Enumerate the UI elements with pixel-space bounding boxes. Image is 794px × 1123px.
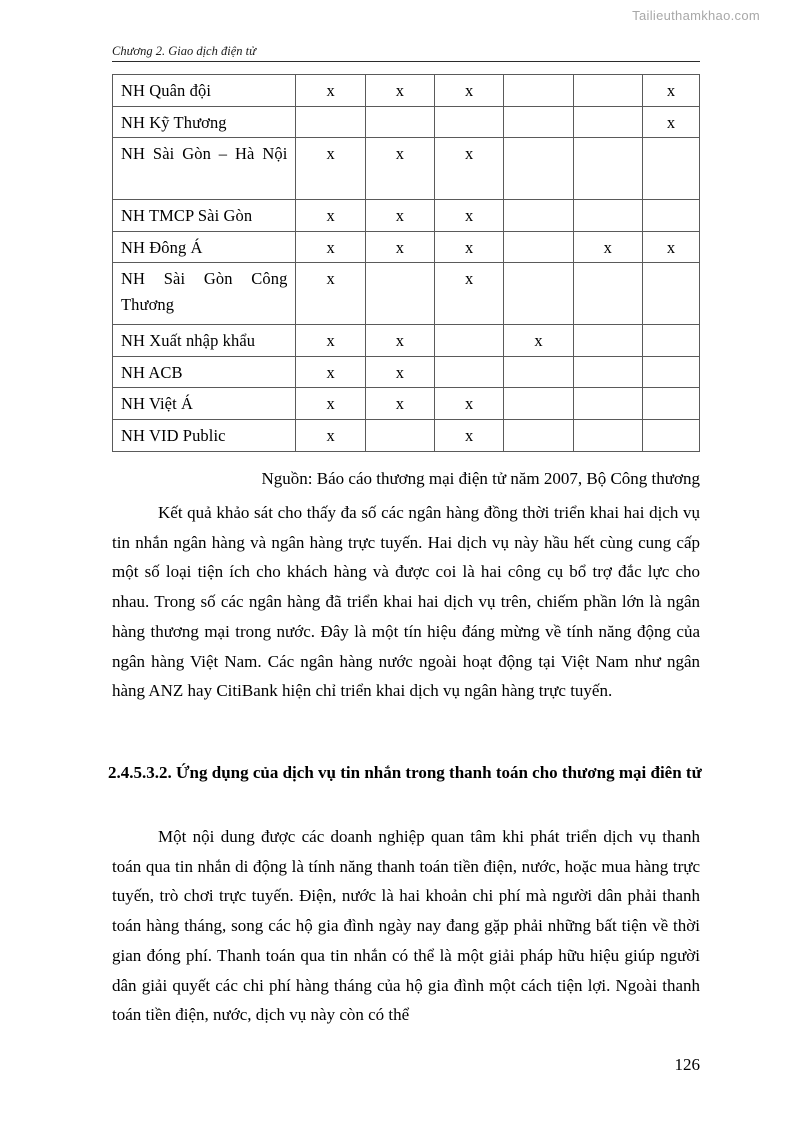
- service-mark-cell: [642, 138, 699, 200]
- service-mark-cell: [573, 388, 642, 420]
- service-mark-cell: x: [435, 75, 504, 107]
- service-mark-cell: [504, 419, 573, 451]
- service-mark-cell: [435, 106, 504, 138]
- bank-services-table-body: [113, 75, 700, 452]
- service-mark-cell: [642, 419, 699, 451]
- bank-name-cell: NH Đông Á: [113, 231, 296, 263]
- service-mark-cell: [504, 231, 573, 263]
- page-number: 126: [674, 1055, 700, 1074]
- service-mark-cell: [296, 106, 365, 138]
- service-mark-cell: x: [365, 388, 434, 420]
- table-row: [113, 325, 700, 357]
- table-row: [113, 231, 700, 263]
- running-header: [112, 44, 700, 62]
- service-mark-cell: x: [296, 356, 365, 388]
- table-row: [113, 388, 700, 420]
- bank-name-cell: NH VID Public: [113, 419, 296, 451]
- service-mark-cell: x: [296, 138, 365, 200]
- service-mark-cell: x: [365, 231, 434, 263]
- service-mark-cell: x: [296, 200, 365, 232]
- service-mark-cell: [642, 325, 699, 357]
- service-mark-cell: x: [365, 200, 434, 232]
- service-mark-cell: x: [365, 356, 434, 388]
- section-heading-2-4-5-3-2: 2.4.5.3.2. Ứng dụng của dịch vụ tin nhắn trong thanh toán cho thương mại điên tử: [108, 763, 702, 782]
- service-mark-cell: [573, 200, 642, 232]
- service-mark-cell: x: [435, 231, 504, 263]
- table-row: [113, 106, 700, 138]
- bank-name-cell: NH Quân đội: [113, 75, 296, 107]
- service-mark-cell: [365, 419, 434, 451]
- service-mark-cell: x: [296, 388, 365, 420]
- table-source-note: Nguồn: Báo cáo thương mại điện tử năm 2007, Bộ Công thương: [261, 469, 700, 488]
- service-mark-cell: [573, 419, 642, 451]
- service-mark-cell: x: [573, 231, 642, 263]
- service-mark-cell: [642, 263, 699, 325]
- running-header-title: Chương 2. Giao dịch điện tử: [112, 44, 256, 58]
- service-mark-cell: [642, 388, 699, 420]
- service-mark-cell: x: [365, 138, 434, 200]
- service-mark-cell: x: [435, 419, 504, 451]
- service-mark-cell: x: [435, 138, 504, 200]
- bank-name-cell: NH ACB: [113, 356, 296, 388]
- service-mark-cell: [642, 356, 699, 388]
- service-mark-cell: x: [365, 325, 434, 357]
- service-mark-cell: [504, 200, 573, 232]
- service-mark-cell: x: [296, 231, 365, 263]
- bank-name-cell: NH Sài Gòn Công Thương: [113, 263, 296, 325]
- service-mark-cell: [504, 356, 573, 388]
- service-mark-cell: x: [642, 231, 699, 263]
- service-mark-cell: [435, 356, 504, 388]
- bank-name-cell: NH Xuất nhập khẩu: [113, 325, 296, 357]
- service-mark-cell: x: [296, 419, 365, 451]
- service-mark-cell: [573, 325, 642, 357]
- service-mark-cell: [504, 388, 573, 420]
- service-mark-cell: x: [642, 106, 699, 138]
- table-row: [113, 419, 700, 451]
- service-mark-cell: x: [435, 388, 504, 420]
- service-mark-cell: x: [296, 325, 365, 357]
- service-mark-cell: x: [365, 75, 434, 107]
- bank-name-cell: NH Kỹ Thương: [113, 106, 296, 138]
- service-mark-cell: [365, 263, 434, 325]
- table-row: [113, 263, 700, 325]
- service-mark-cell: x: [435, 263, 504, 325]
- service-mark-cell: [573, 75, 642, 107]
- service-mark-cell: [642, 200, 699, 232]
- table-row: [113, 75, 700, 107]
- service-mark-cell: x: [504, 325, 573, 357]
- service-mark-cell: [573, 263, 642, 325]
- service-mark-cell: [504, 138, 573, 200]
- table-row: [113, 200, 700, 232]
- paragraph-survey-results-text: Kết quả khảo sát cho thấy đa số các ngân hàng đồng thời triển khai hai dịch vụ tin nhắn ngân hàng và ngân hàng trực tuyến. Hai dịch vụ này hầu hết cùng cung cấp một số loại tiện ích cho khách hàng và được coi là hai công cụ bổ trợ đắc lực cho nhau. Trong số các ngân hàng đã triển khai hai dịch vụ trên, chiếm phần lớn là ngân hàng thương mại trong nước. Đây là một tín hiệu đáng mừng về tính năng động của ngân hàng Việt Nam. Các ngân hàng nước ngoài hoạt động tại Việt Nam như ngân hàng ANZ hay CitiBank hiện chỉ triển khai dịch vụ ngân hàng trực tuyến.: [112, 503, 700, 701]
- table-row: [113, 356, 700, 388]
- paragraph-sms-payment: [112, 822, 700, 1030]
- service-mark-cell: x: [435, 200, 504, 232]
- service-mark-cell: [504, 75, 573, 107]
- service-mark-cell: [504, 263, 573, 325]
- service-mark-cell: [573, 356, 642, 388]
- bank-name-cell: NH TMCP Sài Gòn: [113, 200, 296, 232]
- service-mark-cell: [573, 138, 642, 200]
- bank-name-cell: NH Sài Gòn – Hà Nội: [113, 138, 296, 200]
- service-mark-cell: [435, 325, 504, 357]
- paragraph-sms-payment-text: Một nội dung được các doanh nghiệp quan tâm khi phát triển dịch vụ thanh toán qua tin nhắn di động là tính năng thanh toán tiền điện, nước, hoặc mua hàng trực tuyến, trò chơi trực tuyến. Điện, nước là hai khoản chi phí mà người dân phải thanh toán hàng tháng, song các hộ gia đình ngày nay đang gặp phải những bất tiện về thời gian đóng phí. Thanh toán qua tin nhắn có thể là một giải pháp hữu hiệu giúp người dân giải quyết các chi phí hàng tháng của hộ gia đình một cách tiện lợi. Ngoài thanh toán tiền điện, nước, dịch vụ này còn có thể: [112, 827, 700, 1025]
- paragraph-survey-results: [112, 498, 700, 706]
- service-mark-cell: x: [296, 263, 365, 325]
- service-mark-cell: x: [296, 75, 365, 107]
- table-row: [113, 138, 700, 200]
- bank-services-table: [112, 74, 700, 452]
- bank-name-cell: NH Việt Á: [113, 388, 296, 420]
- service-mark-cell: [573, 106, 642, 138]
- service-mark-cell: x: [642, 75, 699, 107]
- service-mark-cell: [365, 106, 434, 138]
- site-watermark: Tailieuthamkhao.com: [632, 8, 760, 23]
- service-mark-cell: [504, 106, 573, 138]
